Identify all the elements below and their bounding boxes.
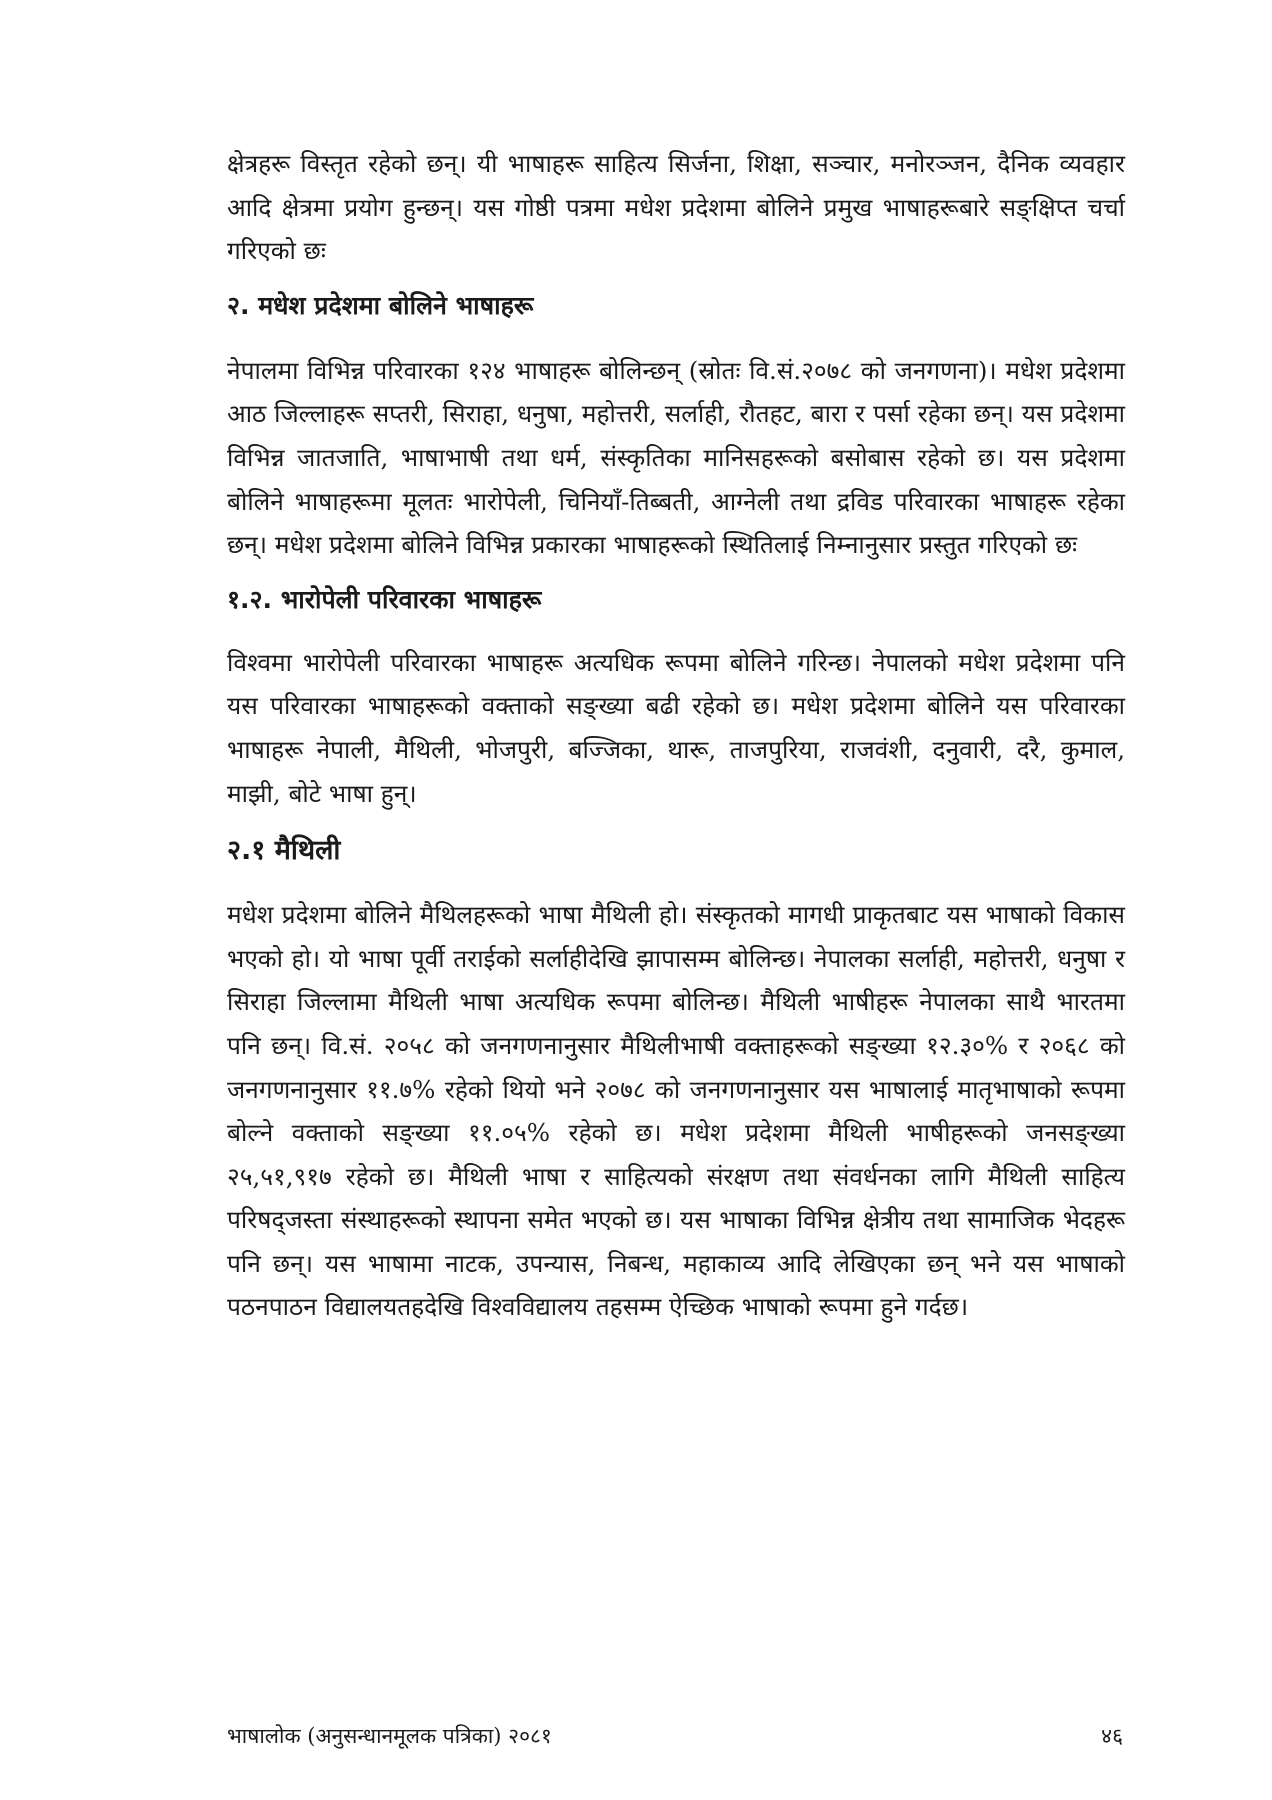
section-heading-2-1: २.१ मैथिली [227,835,341,867]
paragraph-maithili: मधेश प्रदेशमा बोलिने मैथिलहरूको भाषा मैथिली हो। संस्कृतको मागधी प्राकृतबाट यस भाषाको विकास भएको हो। यो भाषा पूर्वी तराईको सर्लाहीदेखि झापासम्म बोलिन्छ। नेपालका सर्लाही, महोत्तरी, धनुषा र सिराहा जिल्लामा मैथिली भाषा अत्यधिक रूपमा बोलिन्छ। मैथिली भाषीहरू नेपालका साथै भारतमा पनि छन्। वि.सं. २०५८ को जनगणनानुसार मैथिलीभाषी वक्ताहरूको सङ्ख्या १२.३०% र २०६८ को जनगणनानुसार ११.७% रहेको थियो भने २०७८ को जनगणनानुसार यस भाषालाई मातृभाषाको रूपमा बोल्ने वक्ताको सङ्ख्या ११.०५% रहेको छ। मधेश प्रदेशमा मैथिली भाषीहरूको जनसङ्ख्या २५,५१,९१७ रहेको छ। मैथिली भाषा र साहित्यको संरक्षण तथा संवर्धनका लागि मैथिली साहित्य परिषद्जस्ता संस्थाहरूको स्थापना समेत भएको छ। यस भाषाका विभिन्न क्षेत्रीय तथा सामाजिक भेदहरू पनि छन्। यस भाषामा नाटक, उपन्यास, निबन्ध, महाकाव्य आदि लेखिएका छन् भने यस भाषाको पठनपाठन विद्यालयतहदेखि विश्वविद्यालय तहसम्म ऐच्छिक भाषाको रूपमा हुने गर्दछ। [227,900,1125,1322]
paragraph-intro: क्षेत्रहरू विस्तृत रहेको छन्। यी भाषाहरू साहित्य सिर्जना, शिक्षा, सञ्चार, मनोरञ्जन, दैनिक व्यवहार आदि क्षेत्रमा प्रयोग हुन्छन्। यस गोष्ठी पत्रमा मधेश प्रदेशमा बोलिने प्रमुख भाषाहरूबारे सङ्क्षिप्त चर्चा गरिएको छः [227,149,1125,266]
page-footer [227,1716,1125,1756]
paragraph-languages-madhesh: नेपालमा विभिन्न परिवारका १२४ भाषाहरू बोलिन्छन् (स्रोतः वि.सं.२०७८ को जनगणना)। मधेश प्रदेशमा आठ जिल्लाहरू सप्तरी, सिराहा, धनुषा, महोत्तरी, सर्लाही, रौतहट, बारा र पर्सा रहेका छन्। यस प्रदेशमा विभिन्न जातजाति, भाषाभाषी तथा धर्म, संस्कृतिका मानिसहरूको बसोबास रहेको छ। यस प्रदेशमा बोलिने भाषाहरूमा मूलतः भारोपेली, चिनियाँ-तिब्बती, आग्नेली तथा द्रविड परिवारका भाषाहरू रहेका छन्। मधेश प्रदेशमा बोलिने विभिन्न प्रकारका भाषाहरूको स्थितिलाई निम्नानुसार प्रस्तुत गरिएको छः [227,355,1125,560]
section-heading-1-2: १.२. भारोपेली परिवारका भाषाहरू [227,584,542,614]
paragraph-indo-european: विश्वमा भारोपेली परिवारका भाषाहरू अत्यधिक रूपमा बोलिने गरिन्छ। नेपालको मधेश प्रदेशमा पनि यस परिवारका भाषाहरूको वक्ताको सङ्ख्या बढी रहेको छ। मधेश प्रदेशमा बोलिने यस परिवारका भाषाहरू नेपाली, मैथिली, भोजपुरी, बज्जिका, थारू, ताजपुरिया, राजवंशी, दनुवारी, दरै, कुमाल, माझी, बोटे भाषा हुन्। [227,647,1125,808]
section-heading-2: २. मधेश प्रदेशमा बोलिने भाषाहरू [227,290,534,320]
journal-title: भाषालोक (अनुसन्धानमूलक पत्रिका) २०८१ [227,1724,552,1748]
page-number: ४६ [1101,1724,1123,1748]
document-body [227,142,1125,1329]
